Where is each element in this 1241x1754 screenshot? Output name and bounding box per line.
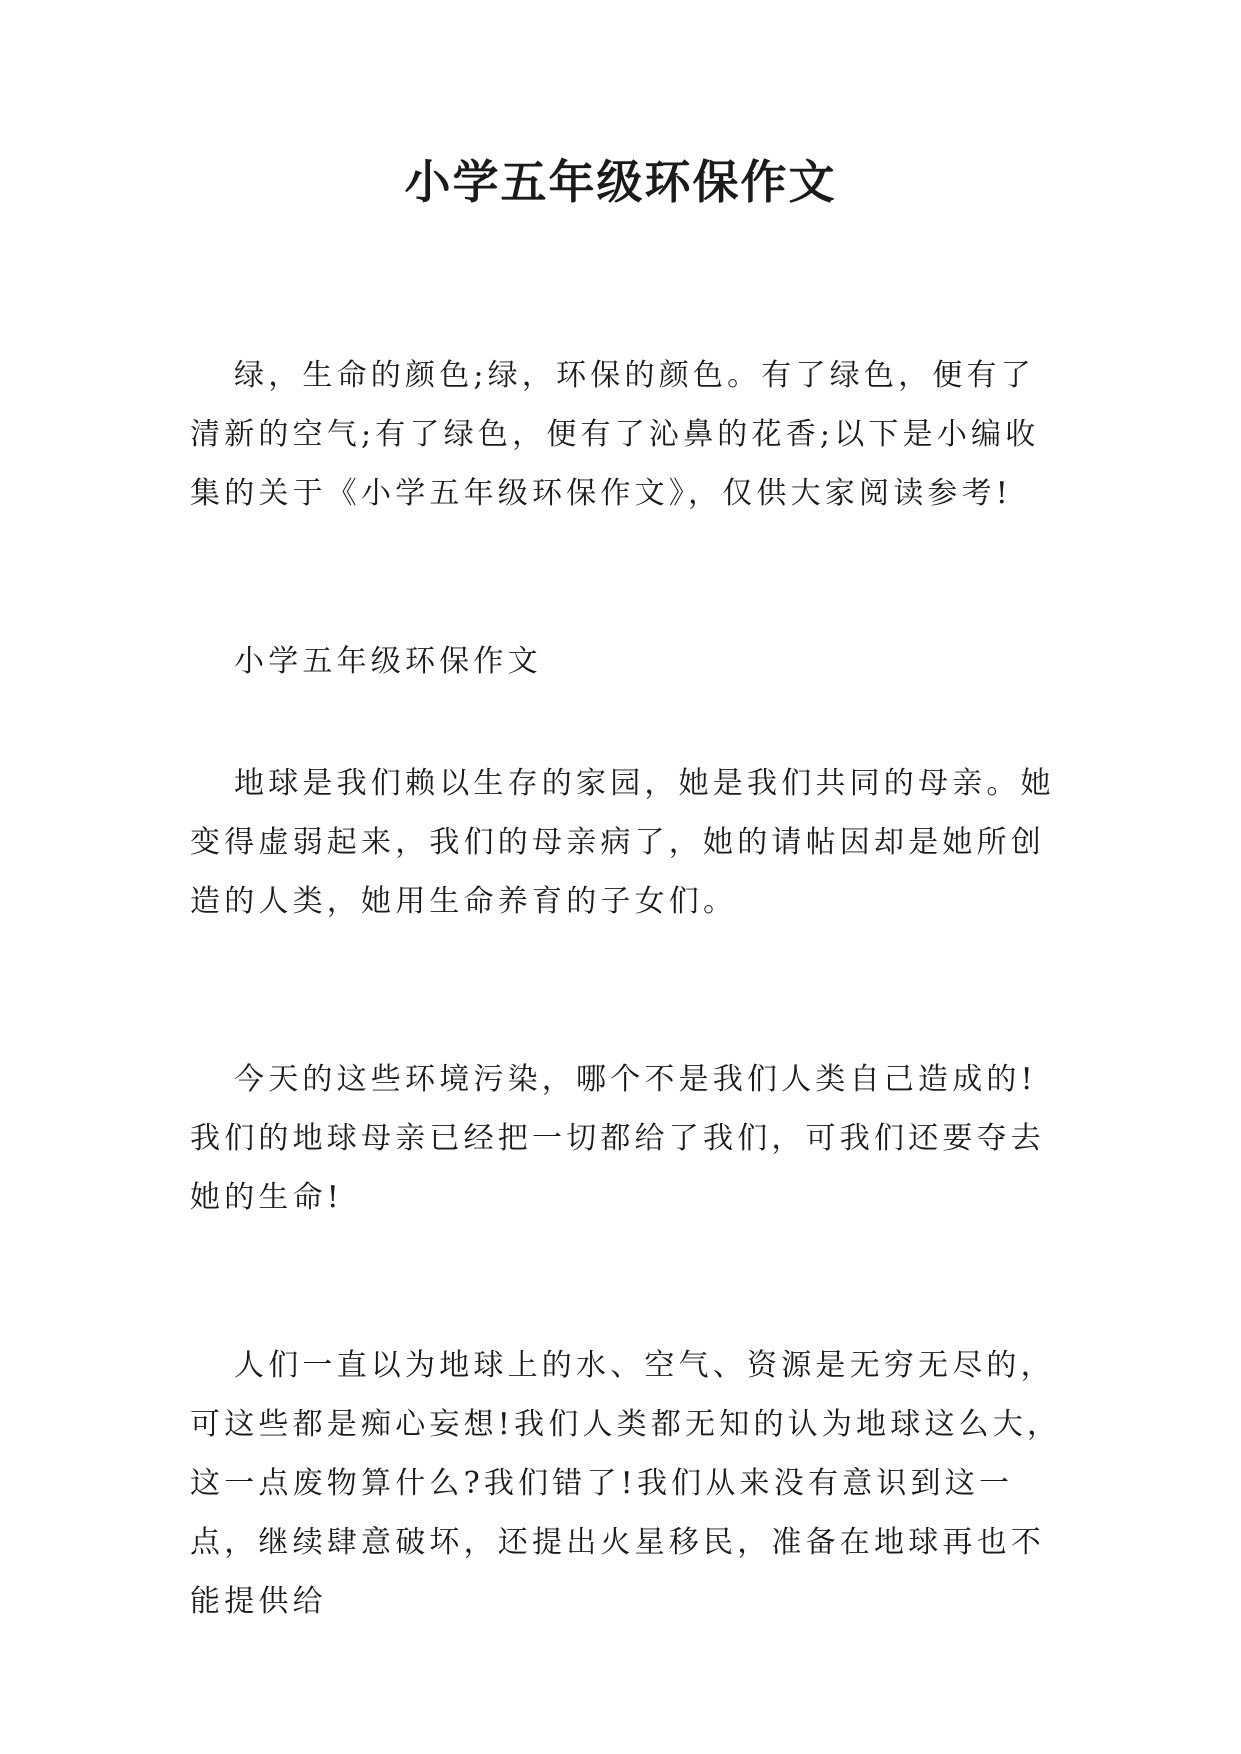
body-paragraph-1: 地球是我们赖以生存的家园，她是我们共同的母亲。她变得虚弱起来，我们的母亲病了，她的请帖因却是她所创造的人类，她用生命养育的子女们。	[190, 766, 1055, 919]
intro-paragraph: 绿，生命的颜色;绿，环保的颜色。有了绿色，便有了清新的空气;有了绿色，便有了沁鼻的花香;以下是小编收集的关于《小学五年级环保作文》，仅供大家阅读参考!	[190, 358, 1040, 511]
body-paragraph-3: 人们一直以为地球上的水、空气、资源是无穷无尽的，可这些都是痴心妄想!我们人类都无知的认为地球这么大，这一点废物算什么?我们错了!我们从来没有意识到这一点，继续肆意破坏，还提出火星移民，准备在地球再也不能提供给	[190, 1348, 1062, 1619]
body-paragraph-2: 今天的这些环境污染，哪个不是我们人类自己造成的!我们的地球母亲已经把一切都给了我们，可我们还要夺去她的生命!	[190, 1062, 1045, 1215]
section-heading: 小学五年级环保作文	[234, 644, 542, 679]
document-title: 小学五年级环保作文	[404, 155, 837, 209]
